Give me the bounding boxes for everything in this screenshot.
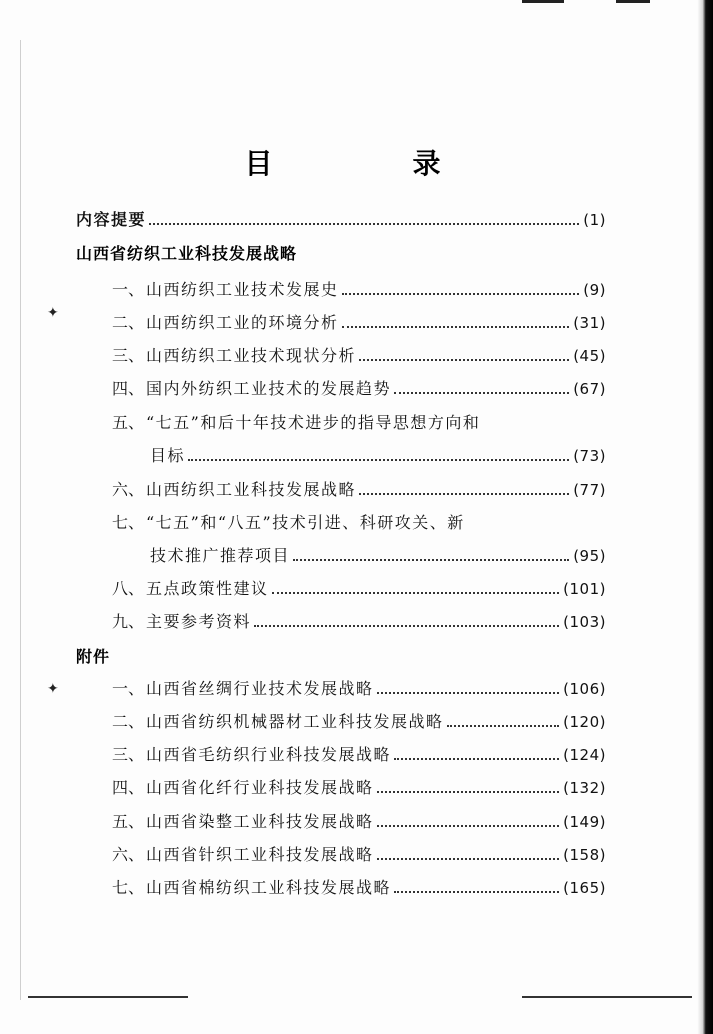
- toc-entry-label: 山西省棉纺织工业科技发展战略: [146, 878, 392, 897]
- toc-entry-label: 山西省针织工业科技发展战略: [146, 845, 374, 864]
- dot-leader: [272, 592, 560, 594]
- toc-entry-number: 四、: [112, 379, 145, 398]
- dot-leader: [394, 891, 559, 893]
- toc-page-number: (158): [563, 846, 606, 864]
- toc-entry[interactable]: [112, 480, 606, 500]
- toc-entry[interactable]: [112, 745, 606, 765]
- toc-entry-label: 山西省丝绸行业技术发展战略: [146, 679, 374, 698]
- bottom-rule-right: [522, 996, 692, 998]
- toc-entry-label: 山西纺织工业技术现状分析: [146, 346, 357, 365]
- top-scan-mark: [616, 0, 650, 3]
- toc-entry-number: 七、: [112, 878, 145, 897]
- toc-entry-label: 五点政策性建议: [146, 579, 269, 598]
- toc-page-number: (77): [573, 481, 606, 499]
- section-heading-appendix: 附件: [76, 647, 111, 666]
- toc-entry[interactable]: [112, 812, 606, 832]
- toc-entry-label: 山西纺织工业技术发展史: [146, 280, 339, 299]
- toc-entry-number: 二、: [112, 712, 145, 731]
- dot-leader: [188, 459, 569, 461]
- toc-entry-number: 一、: [112, 280, 145, 299]
- toc-entry-label: 山西省染整工业科技发展战略: [146, 812, 374, 831]
- toc-page-number: (120): [563, 713, 606, 731]
- toc-entry-label: 内容提要: [76, 210, 147, 229]
- toc-entry-label: “七五”和后十年技术进步的指导思想方向和: [146, 413, 481, 432]
- dot-leader: [293, 559, 569, 561]
- toc-page-number: (132): [563, 779, 606, 797]
- toc-entry-number: 一、: [112, 679, 145, 698]
- toc-entry-number: 五、: [112, 413, 145, 432]
- toc-entry-number: 九、: [112, 612, 145, 631]
- toc-page-number: (103): [563, 613, 606, 631]
- toc-entry-label-continued: 技术推广推荐项目: [150, 546, 291, 565]
- toc-page-number: (101): [563, 580, 606, 598]
- toc-entry-label: 山西省化纤行业科技发展战略: [146, 778, 374, 797]
- toc-entry-line2[interactable]: [150, 546, 606, 566]
- dot-leader: [254, 625, 559, 627]
- bottom-rule-left: [28, 996, 188, 998]
- toc-entry[interactable]: [112, 679, 606, 699]
- toc-page-number: (45): [573, 347, 606, 365]
- dot-leader: [377, 825, 560, 827]
- dot-leader: [359, 493, 569, 495]
- dot-leader: [342, 326, 570, 328]
- toc-entry-line2[interactable]: [150, 446, 606, 466]
- toc-entry-label: 山西省毛纺织行业科技发展战略: [146, 745, 392, 764]
- toc-entry[interactable]: [112, 612, 606, 632]
- toc-page-number: (9): [583, 281, 606, 299]
- toc-entry-number: 三、: [112, 346, 145, 365]
- dot-leader: [447, 725, 560, 727]
- toc-entry[interactable]: [112, 579, 606, 599]
- top-scan-mark: [522, 0, 564, 3]
- toc-entry-line1[interactable]: [112, 413, 606, 433]
- dot-leader: [394, 392, 569, 394]
- toc-entry-label-continued: 目标: [150, 446, 186, 465]
- toc-page-number: (165): [563, 879, 606, 897]
- page-title: 目 录: [244, 147, 497, 180]
- dot-leader: [394, 758, 559, 760]
- toc-entry-label: 山西省纺织机械器材工业科技发展战略: [146, 712, 444, 731]
- toc-page-number: (124): [563, 746, 606, 764]
- toc-entry-line1[interactable]: [112, 513, 606, 533]
- dot-leader: [377, 791, 560, 793]
- toc-page-number: (1): [583, 211, 606, 229]
- toc-page-number: (95): [573, 547, 606, 565]
- toc-entry-number: 三、: [112, 745, 145, 764]
- toc-entry-number: 六、: [112, 480, 145, 499]
- toc-page-number: (149): [563, 813, 606, 831]
- toc-page-number: (106): [563, 680, 606, 698]
- toc-page-number: (31): [573, 314, 606, 332]
- dot-leader: [359, 359, 569, 361]
- left-scan-edge: [20, 40, 21, 1000]
- toc-entry[interactable]: [112, 379, 606, 399]
- dot-leader: [377, 692, 560, 694]
- dot-leader: [342, 293, 580, 295]
- ink-speck: ✦: [47, 681, 59, 697]
- toc-entry[interactable]: [112, 878, 606, 898]
- toc-entry-label: 山西纺织工业科技发展战略: [146, 480, 357, 499]
- toc-entry-number: 五、: [112, 812, 145, 831]
- ink-speck: ✦: [47, 305, 59, 321]
- toc-page-number: (73): [573, 447, 606, 465]
- toc-entry-label: 主要参考资料: [146, 612, 252, 631]
- section-heading-main: 山西省纺织工业科技发展战略: [76, 244, 298, 263]
- toc-entry-summary[interactable]: [76, 210, 606, 230]
- dot-leader: [149, 223, 579, 225]
- toc-entry-label: 国内外纺织工业技术的发展趋势: [146, 379, 392, 398]
- toc-entry-number: 七、: [112, 513, 145, 532]
- toc-page-number: (67): [573, 380, 606, 398]
- toc-entry-label: “七五”和“八五”技术引进、科研攻关、新: [146, 513, 465, 532]
- toc-entry-number: 二、: [112, 313, 145, 332]
- toc-entry-number: 八、: [112, 579, 145, 598]
- toc-entry-label: 山西纺织工业的环境分析: [146, 313, 339, 332]
- toc-entry[interactable]: [112, 346, 606, 366]
- toc-entry[interactable]: [112, 280, 606, 300]
- toc-entry[interactable]: [112, 778, 606, 798]
- toc-entry-number: 四、: [112, 778, 145, 797]
- toc-entry[interactable]: [112, 313, 606, 333]
- dot-leader: [377, 858, 560, 860]
- toc-entry[interactable]: [112, 845, 606, 865]
- toc-entry-number: 六、: [112, 845, 145, 864]
- toc-entry[interactable]: [112, 712, 606, 732]
